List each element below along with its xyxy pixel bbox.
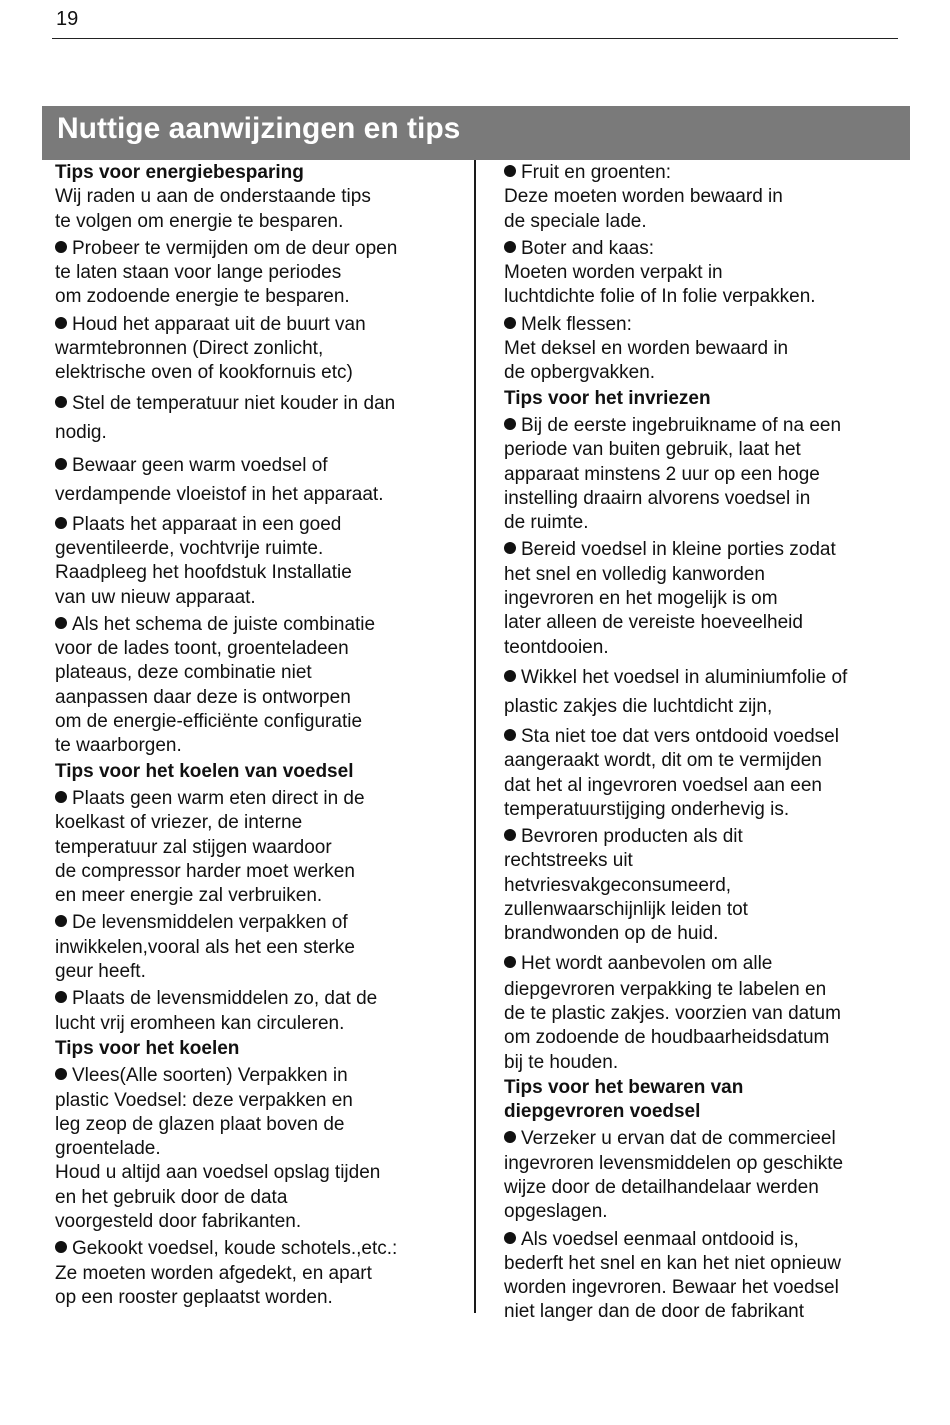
bullet-dot-icon xyxy=(55,458,67,470)
header-rule xyxy=(52,38,898,39)
bullet-dot-icon xyxy=(504,670,516,682)
bullet-heat-sources: Houd het apparaat uit de buurt van warmtebronnen (Direct zonlicht, elektrische oven of kookfornuis etc) xyxy=(55,313,366,384)
bullet-dot-icon xyxy=(504,241,516,253)
bullet-commercial-frozen: Verzeker u ervan dat de commercieel ingevroren levensmiddelen op geschikte wijze door de detailhandelaar werden opgeslagen. xyxy=(504,1128,844,1223)
bullet-temperature: Stel de temperatuur niet kouder in dan nodig. xyxy=(55,392,396,444)
bullet-dot-icon xyxy=(504,542,516,554)
heading-cooling-food: Tips voor het koelen van voedsel xyxy=(55,760,354,782)
bullet-dot-icon xyxy=(55,1068,67,1080)
bullet-dot-icon xyxy=(504,829,516,841)
heading-frozen-storage: Tips voor het bewaren van diepgevroren voedsel xyxy=(504,1076,744,1123)
bullet-dot-icon xyxy=(55,915,67,927)
bullet-dot-icon xyxy=(504,729,516,741)
bullet-dot-icon xyxy=(55,241,67,253)
bullet-dot-icon xyxy=(55,617,67,629)
bullet-warm-food: Bewaar geen warm voedsel of verdampende vloeistof in het apparaat. xyxy=(55,454,384,506)
bullet-dot-icon xyxy=(504,418,516,430)
bullet-no-warm-food: Plaats geen warm eten direct in de koelkast of vriezer, de interne temperatuur zal stijgen waardoor de compressor harder moet werken en meer energie zal verbruiken. xyxy=(55,787,365,907)
bullet-dot-icon xyxy=(504,956,516,968)
bullet-frozen-products: Bevroren producten als dit rechtstreeks uit hetvriesvakgeconsumeerd, zullenwaarschijnlijk leiden tot brandwonden op de huid. xyxy=(504,826,748,945)
bullet-fruit-vegetables: Fruit en groenten: Deze moeten worden bewaard in de speciale lade. xyxy=(504,162,783,232)
bullet-dot-icon xyxy=(55,317,67,329)
bullet-air-circulation: Plaats de levensmiddelen zo, dat de lucht vrij eromheen kan circuleren. xyxy=(55,988,378,1034)
bullet-butter-cheese: Boter and kaas: Moeten worden verpakt in luchtdichte folie of In folie verpakken. xyxy=(504,237,816,308)
bullet-dot-icon xyxy=(504,317,516,329)
bullet-dot-icon xyxy=(55,991,67,1003)
bullet-dot-icon xyxy=(55,517,67,529)
section-title: Nuttige aanwijzingen en tips xyxy=(57,112,461,145)
heading-energy-saving: Tips voor energiebesparing xyxy=(55,162,304,183)
page-number: 19 xyxy=(56,8,79,30)
bullet-ventilation: Plaats het apparaat in een goed geventileerde, vochtvrije ruimte. Raadpleeg het hoofdstuk Installatie van uw nieuw apparaat. xyxy=(55,513,352,608)
section-title-bar xyxy=(42,106,910,160)
bullet-door-open: Probeer te vermijden om de deur open te laten staan voor lange periodes om zodoende energie te besparen. xyxy=(55,237,398,308)
bullet-dot-icon xyxy=(55,791,67,803)
bullet-meat: Vlees(Alle soorten) Verpakken in plastic Voedsel: deze verpakken en leg zeop de glazen plaat boven de groentelade. Houd u altijd aan voedsel opslag tijden en het gebruik door de data voorgesteld door fabrikanten. xyxy=(55,1065,381,1232)
column-divider xyxy=(474,160,476,1313)
bullet-first-use: Bij de eerste ingebruikname of na een periode van buiten gebruik, laat het apparaat minstens 2 uur op een hoge instelling draairn alvorens voedsel in de ruimte. xyxy=(504,414,842,534)
bullet-cooked-food: Gekookt voedsel, koude schotels.,etc.: Ze moeten worden afgedekt, en apart op een rooster geplaatst worden. xyxy=(55,1238,398,1308)
bullet-dot-icon xyxy=(55,1241,67,1253)
bullet-defrosted-food: Als voedsel eenmaal ontdooid is, bederft het snel en kan het niet opnieuw worden ingevroren. Bewaar het voedsel niet langer dan de door de fabrikant xyxy=(504,1228,841,1323)
bullet-dot-icon xyxy=(55,396,67,408)
bullet-dot-icon xyxy=(504,1232,516,1244)
heading-cooling: Tips voor het koelen xyxy=(55,1037,240,1059)
bullet-labelling: Het wordt aanbevolen om alle diepgevroren verpakking te labelen en de te plastic zakjes. voorzien van datum om zodoende de houdbaarheidsdatum bij te houden. xyxy=(504,952,841,1073)
bullet-milk-bottles: Melk flessen: Met deksel en worden bewaard in de opbergvakken. xyxy=(504,313,789,384)
bullet-aluminium-foil: Wikkel het voedsel in aluminiumfolie of plastic zakjes die luchtdicht zijn, xyxy=(504,666,848,718)
heading-freezing: Tips voor het invriezen xyxy=(504,387,711,409)
bullet-wrap-food: De levensmiddelen verpakken of inwikkelen,vooral als het een sterke geur heeft. xyxy=(55,912,355,983)
bullet-dot-icon xyxy=(504,1131,516,1143)
right-column xyxy=(504,160,914,1325)
bullet-dot-icon xyxy=(504,165,516,177)
energy-intro: Wij raden u aan de onderstaande tips te volgen om energie te besparen. xyxy=(55,186,371,232)
bullet-small-portions: Bereid voedsel in kleine porties zodat het snel en volledig kanworden ingevroren en het mogelijk is om later alleen de vereiste hoeveelheid teontdooien. xyxy=(504,539,836,658)
left-column xyxy=(55,160,473,1310)
bullet-thawed-food: Sta niet toe dat vers ontdooid voedsel aangeraakt wordt, dit om te vermijden dat het al ingevroren voedsel aan een temperatuurstijging onderhevig is. xyxy=(504,725,839,820)
bullet-drawer-config: Als het schema de juiste combinatie voor de lades toont, groenteladeen plateaus, deze combinatie niet aanpassen daar deze is ontworpen om de energie-efficiënte configuratie te waarborgen. xyxy=(55,613,376,757)
